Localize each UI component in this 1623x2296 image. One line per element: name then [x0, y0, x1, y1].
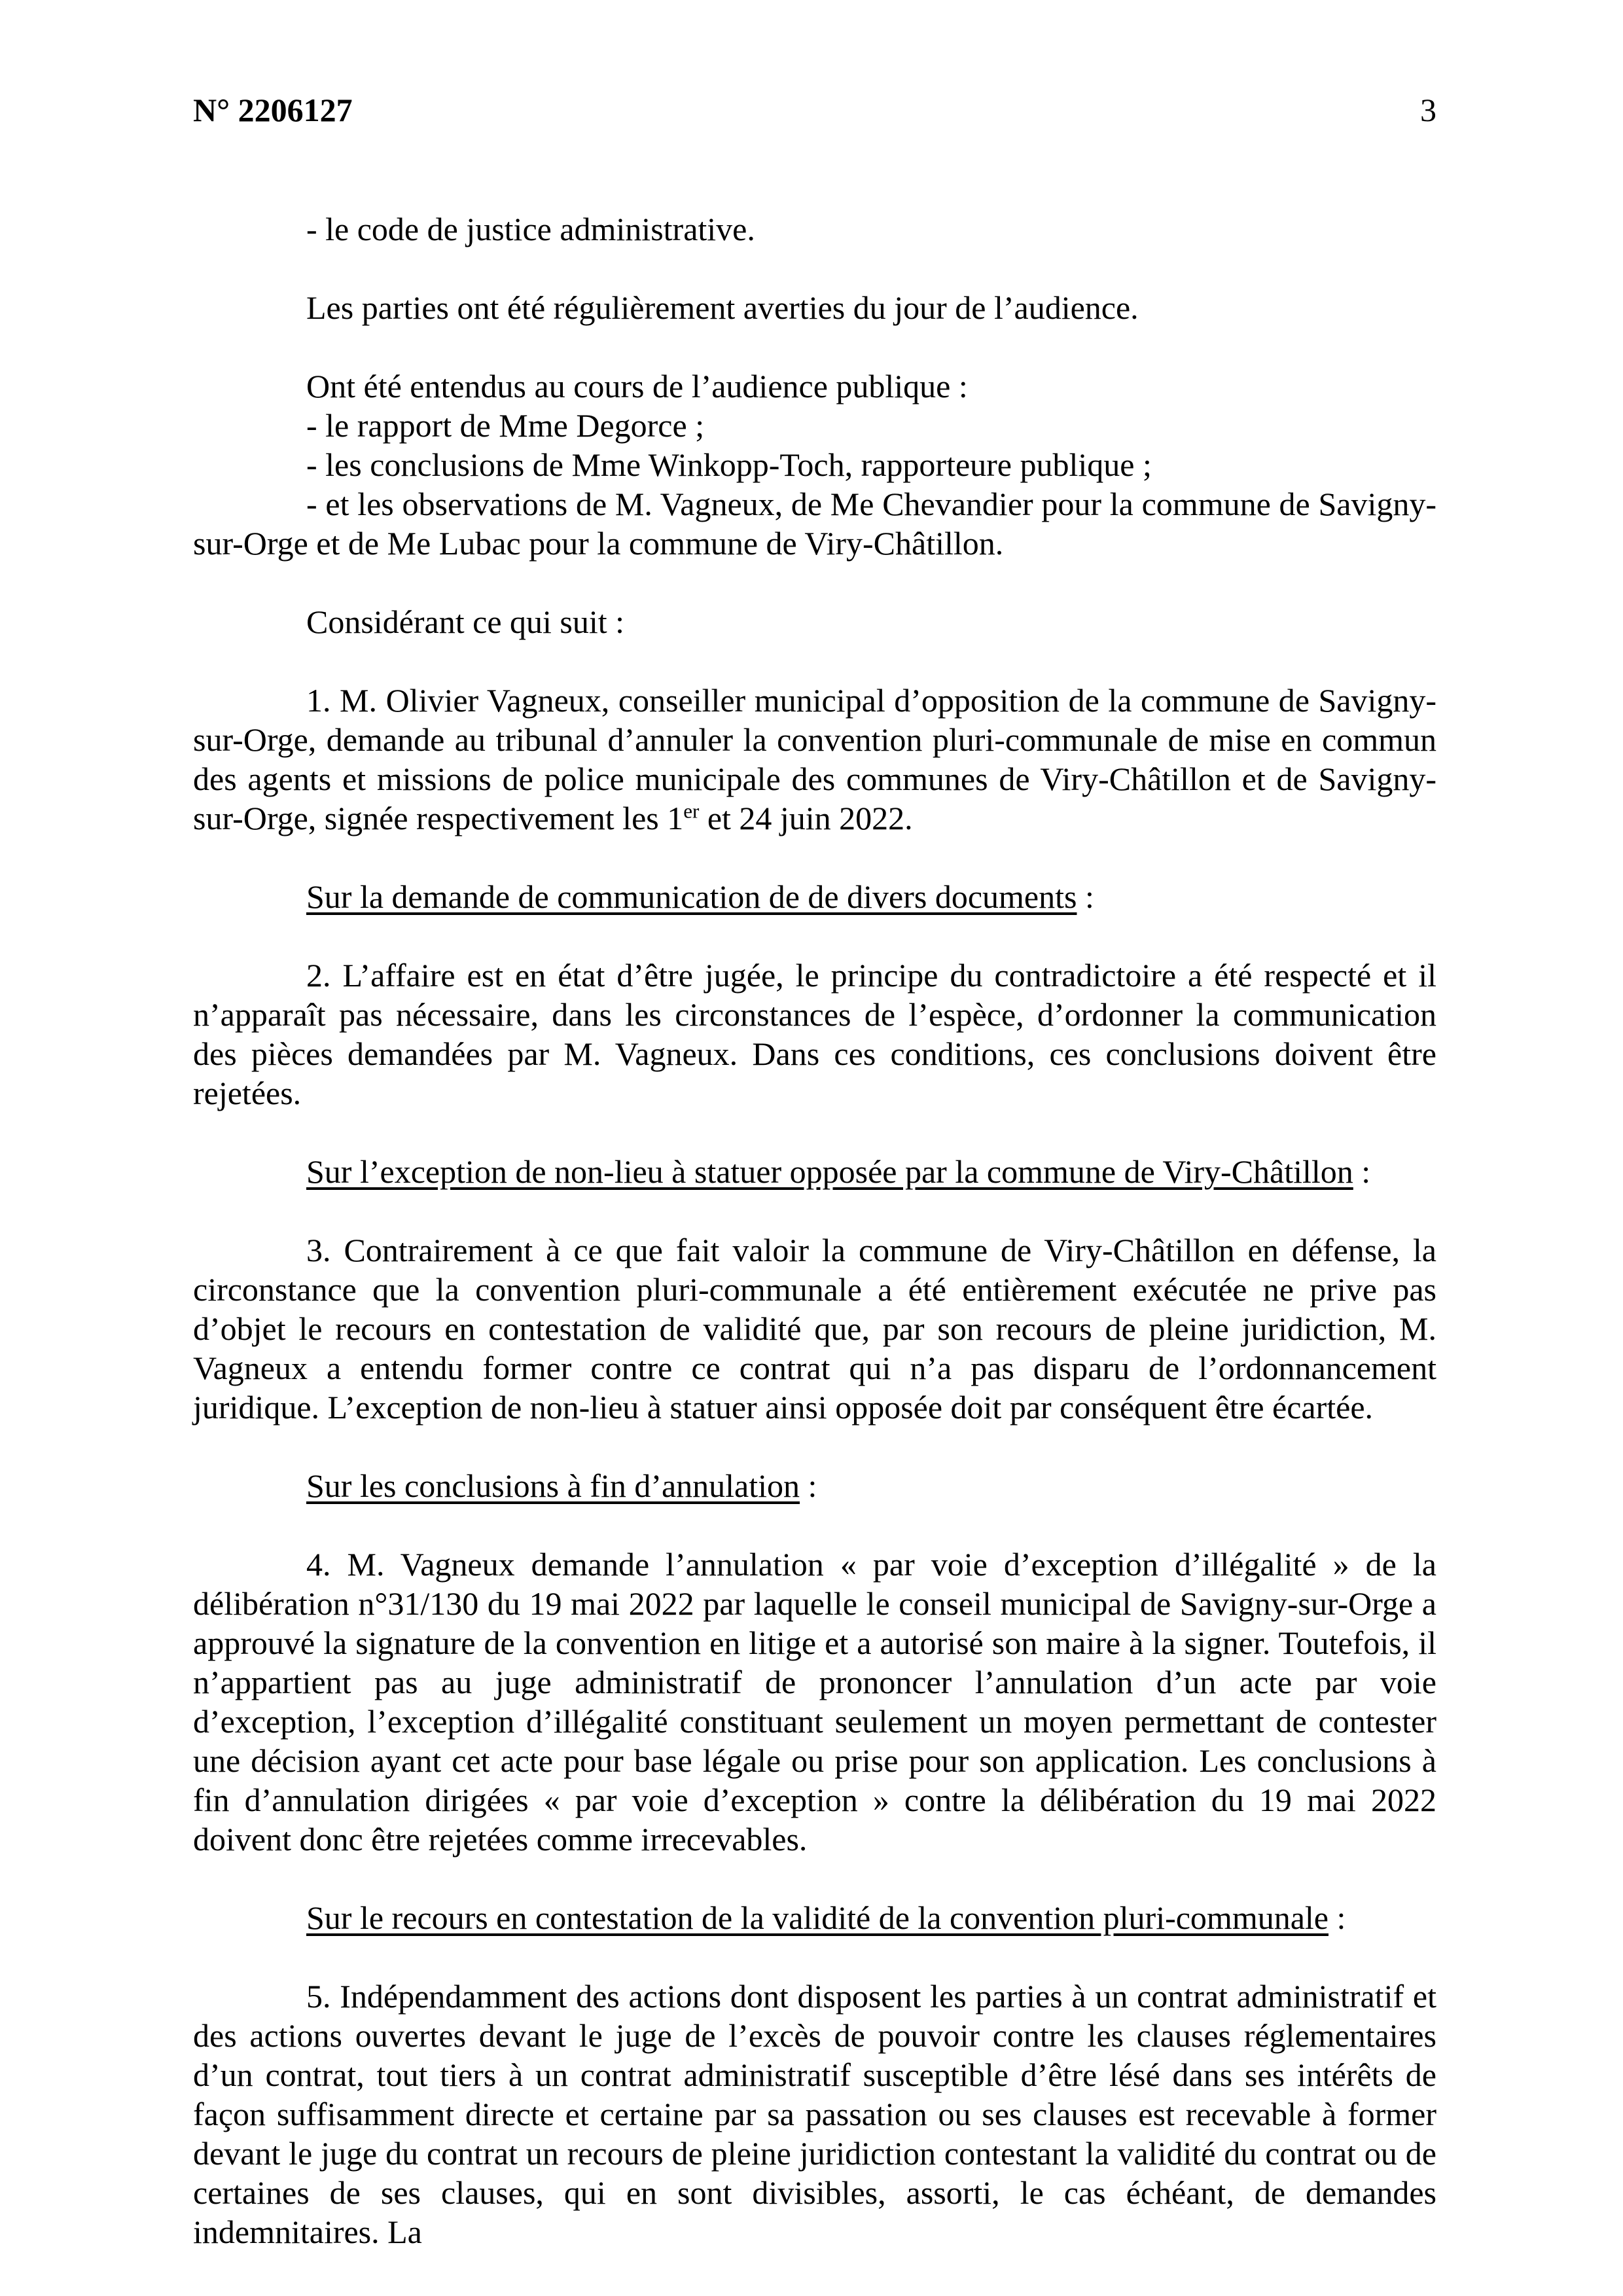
paragraph-1-superscript: er — [683, 799, 700, 823]
section-heading-communication-text: Sur la demande de communication de de divers documents — [306, 878, 1077, 915]
paragraph-2: 2. L’affaire est en état d’être jugée, le principe du contradictoire a été respecté et il n’apparaît pas nécessaire, dans les circonstances de l’espèce, d’ordonner la communication des pièces demandées par M. Vagneux. Dans ces conditions, ces conclusions doivent être rejetées. — [193, 957, 1436, 1111]
hearing-intro: Ont été entendus au cours de l’audience publique : — [306, 368, 968, 404]
considering-label: Considérant ce qui suit : — [306, 603, 625, 640]
paragraph-1-text-end: et 24 juin 2022. — [699, 800, 913, 836]
paragraph-4: 4. M. Vagneux demande l’annulation « par voie d’exception d’illégalité » de la délibération n°31/130 du 19 mai 2022 par laquelle le conseil municipal de Savigny-sur-Orge a approuvé la signature de la convention en litige et a autorisé son maire à la signer. Toutefois, il n’appartient pas au juge administratif de prononcer l’annulation d’un acte par voie d’exception, l’exception d’illégalité constituant seulement un moyen permettant de contester une décision ayant cet acte pour base légale ou prise pour son application. Les conclusions à fin d’annulation dirigées « par voie d’exception » contre la délibération du 19 mai 2022 doivent donc être rejetées comme irrecevables. — [193, 1546, 1436, 1857]
section-heading-annulation-text: Sur les conclusions à fin d’annulation — [306, 1467, 800, 1504]
paragraph-1-text: 1. M. Olivier Vagneux, conseiller municipal d’opposition de la commune de Savigny-sur-Orge, demande au tribunal d’annuler la convention pluri-communale de mise en commun des agents et missions de police municipale des communes de Viry-Châtillon et de Savigny-sur-Orge, signée respectivement les 1 — [193, 682, 1436, 836]
section-heading-communication-colon: : — [1077, 878, 1094, 915]
section-heading-validite-colon: : — [1329, 1899, 1346, 1936]
paragraph-1 — [193, 681, 1436, 838]
section-heading-non-lieu-colon: : — [1353, 1153, 1371, 1190]
section-heading-annulation — [193, 1466, 1436, 1505]
section-heading-validite — [193, 1898, 1436, 1937]
section-heading-non-lieu-text: Sur l’exception de non-lieu à statuer opposée par la commune de Viry-Châtillon — [306, 1153, 1353, 1190]
section-heading-non-lieu — [193, 1152, 1436, 1191]
page-header — [193, 90, 1436, 130]
parties-notice: Les parties ont été régulièrement averties du jour de l’audience. — [306, 289, 1139, 326]
section-heading-validite-text: Sur le recours en contestation de la validité de la convention pluri-communale — [306, 1899, 1329, 1936]
hearing-item-report: - le rapport de Mme Degorce ; — [306, 407, 705, 444]
visa-code-item: - le code de justice administrative. — [306, 211, 755, 247]
section-heading-annulation-colon: : — [800, 1467, 817, 1504]
paragraph-5: 5. Indépendamment des actions dont disposent les parties à un contrat administratif et des actions ouvertes devant le juge de l’excès de pouvoir contre les clauses réglementaires d’un contrat, tout tiers à un contrat administratif susceptible d’être lésé dans ses intérêts de façon suffisamment directe et certaine par sa passation ou ses clauses est recevable à former devant le juge du contrat un recours de pleine juridiction contestant la validité du contrat ou de certaines de ses clauses, qui en sont divisibles, assorti, le cas échéant, de demandes indemnitaires. La — [193, 1978, 1436, 2250]
page-number: 3 — [1420, 92, 1436, 128]
case-number: N° 2206127 — [193, 92, 353, 128]
section-heading-communication — [193, 877, 1436, 916]
hearing-item-conclusions: - les conclusions de Mme Winkopp-Toch, rapporteure publique ; — [306, 446, 1152, 483]
paragraph-3: 3. Contrairement à ce que fait valoir la commune de Viry-Châtillon en défense, la circonstance que la convention pluri-communale a été entièrement exécutée ne prive pas d’objet le recours en contestation de validité que, par son recours de pleine juridiction, M. Vagneux a entendu former contre ce contrat qui n’a pas disparu de l’ordonnancement juridique. L’exception de non-lieu à statuer ainsi opposée doit par conséquent être écartée. — [193, 1232, 1436, 1426]
hearing-item-observations: - et les observations de M. Vagneux, de Me Chevandier pour la commune de Savigny-sur-Orge et de Me Lubac pour la commune de Viry-Châtillon. — [193, 486, 1436, 562]
